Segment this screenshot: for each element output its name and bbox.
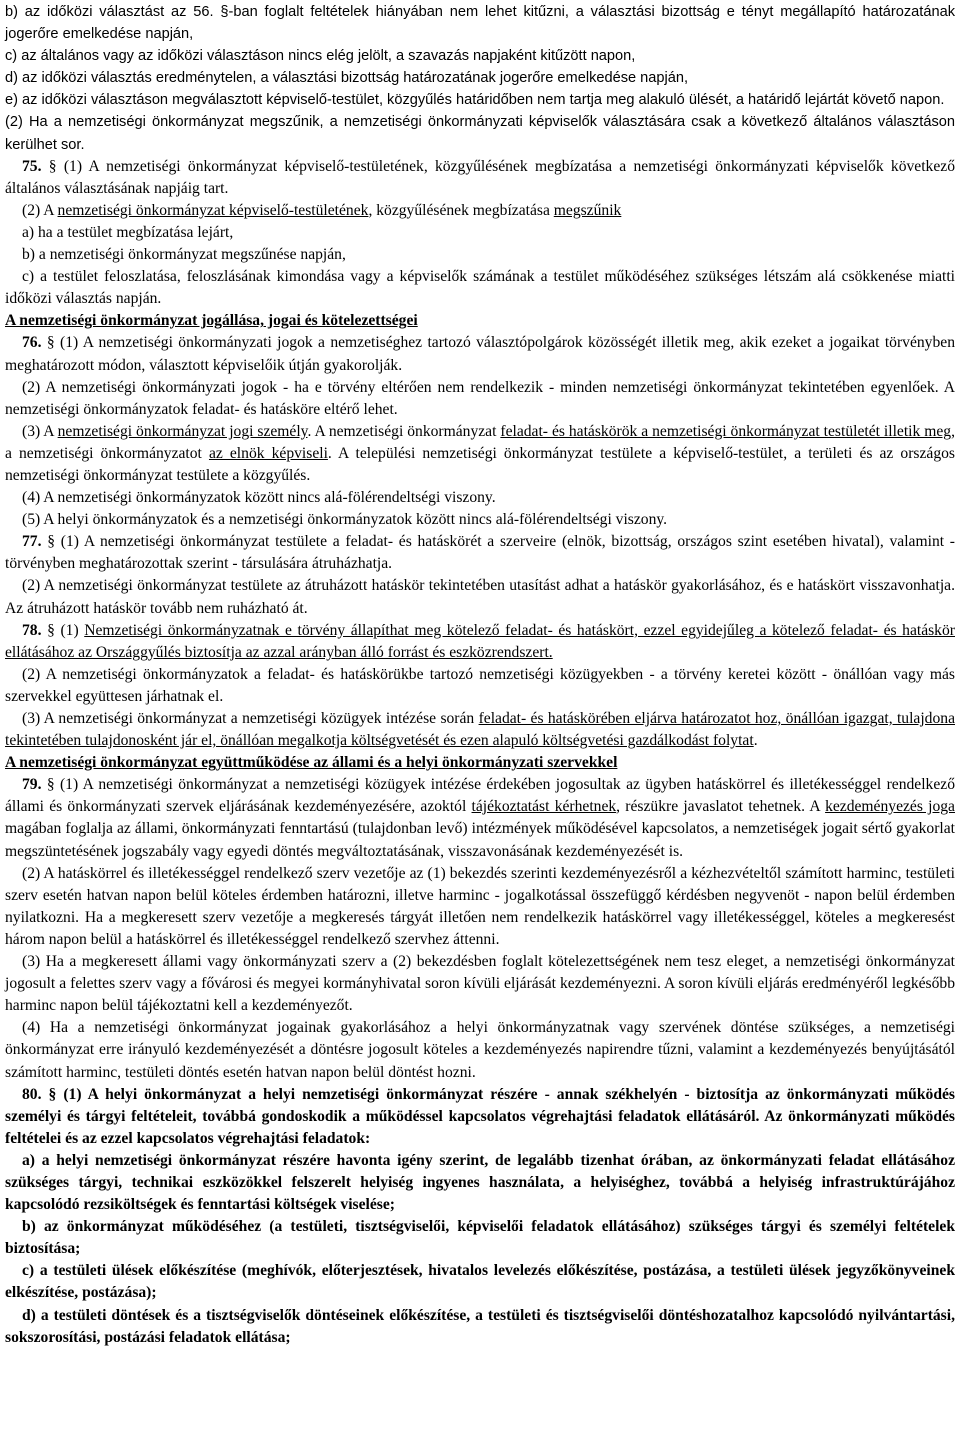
text-run: . A nemzetiségi önkormányzat [307, 422, 501, 440]
paragraph [5, 487, 955, 509]
text-run: b) az önkormányzat működéséhez (a testületi, tisztségviselői, képviselői feladatok ellátásához) szükséges tárgyi és személyi feltételek biztosítása; [5, 1218, 955, 1258]
text-run: (3) A nemzetiségi önkormányzat a nemzetiségi közügyek intézése során [22, 710, 479, 727]
paragraph [5, 1305, 955, 1349]
underlined-text: kezdeményezés joga [825, 798, 955, 816]
paragraph [5, 1084, 955, 1150]
list-item [5, 45, 955, 67]
list-item [5, 111, 955, 155]
paragraph [5, 1150, 955, 1216]
list-item-text: b) az időközi választást az 56. §-ban foglalt feltételek hiányában nem lehet kitűzni, a választási bizottság e tényt megállapító határozatának jogerőre emelkedése napján, [5, 4, 955, 43]
list-item-text: c) az általános vagy az időközi választáson nincs elég jelölt, a szavazás napjaként kitűzött napon, [5, 48, 636, 65]
text-run: § (1) A nemzetiségi önkormányzat a nemzetiségi közügyek intézése érdekében jogosultak az ügyben hatáskörrel és illetékességgel rendelkező állami és önkormányzati szervek eljárásának kezdeményezésére, azoktól [5, 776, 955, 816]
paragraph [5, 244, 955, 266]
text-run: (2) A nemzetiségi önkormányzat testülete az átruházott hatáskör tekintetében utasítást adhat a hatáskör gyakorlásához, és e hatáskört visszavonhatja. Az átruházott hatáskör tovább nem ruházható át. [5, 577, 955, 617]
underlined-text: nemzetiségi önkormányzat képviselő-testületének [57, 201, 369, 219]
underlined-text: az elnök képviseli [208, 444, 328, 462]
list-item-text: d) az időközi választás eredménytelen, a választási bizottság határozatának jogerőre emelkedése napján, [5, 70, 689, 87]
text-run: , a nemzetiségi önkormányzatot [5, 422, 955, 462]
underlined-text: feladat- és hatáskörök a nemzetiségi önkormányzat testületét illetik meg [500, 422, 952, 440]
text-run: (2) A hatáskörrel és illetékességgel rendelkező szerv vezetője az (1) bekezdés szerinti kezdeményezésről a kézhezvételtől számított harminc, testületi szerv esetén hatvan napon belül köteles érdemben határozni, illetve harminc - jogalkotással összefüggő kérdésben negyvenöt - napon belül érdemben nyilatkozni. Ha a megkeresett szerv vezetője a megkeresés tárgyát illetően nem rendelkezik hatáskörrel vagy illetékességgel, köteles a megkeresést három napon belül a hatáskörrel és illetékességgel rendelkező szervhez áttenni. [5, 864, 955, 948]
text-run: . A települési nemzetiségi önkormányzat testülete a képviselő-testület, a területi és az országos nemzetiségi önkormányzat testülete a közgyűlés. [5, 444, 955, 484]
text-run: b) a nemzetiségi önkormányzat megszűnése napján, [22, 246, 346, 264]
text-run: 80. § (1) A helyi önkormányzat a helyi nemzetiségi önkormányzat részére - annak székhelyén - biztosítja az önkormányzati működés személyi és tárgyi feltételeit, továbbá gondoskodik a működéssel kapcsolatos végrehajtási feladatok ellátásáról. Az önkormányzati működés feltételei és az ezzel kapcsolatos végrehajtási feladatok: [5, 1085, 955, 1147]
list-item [5, 1, 955, 45]
text-run: (4) Ha a nemzetiségi önkormányzat jogainak gyakorlásához a helyi önkormányzatnak vagy szervének döntése szükséges, a nemzetiségi önkormányzat erre irányuló kezdeményezését a döntésre jogosult köteles a kezdeményezés napirendre tűzni, valamint a kezdeményezés benyújtásától számított harminc, testületi döntés esetén hatvan napon belül döntést hozni. [5, 1019, 955, 1081]
list-item-text: e) az időközi választáson megválasztott képviselő-testület, közgyűlés határidőben nem tartja meg alakuló ülését, a határidő lejártát követő napon. [5, 92, 945, 109]
section-number: 76. [22, 334, 42, 352]
paragraph [5, 222, 955, 244]
underlined-text: Nemzetiségi önkormányzatnak e törvény állapíthat meg kötelező feladat- és hatáskört, ezzel egyidejűleg a kötelező feladat- és hatáskör ellátásához az Országgyűlés biztosítja az azzal arányban álló forrást és eszközrendszert. [5, 621, 955, 661]
text-run: a) a helyi nemzetiségi önkormányzat részére havonta igény szerint, de legalább tizenhat órában, az önkormányzati feladat ellátásához szükséges tárgyi, technikai eszközökkel felszerelt helyiség ingyenes használata, a helyiséghez, továbbá a helyiség infrastruktúrájához kapcsolódó rezsiköltségek és fenntartási költségek viselése; [5, 1151, 955, 1214]
paragraph [5, 620, 955, 664]
list-item [5, 89, 955, 111]
paragraph [5, 1017, 955, 1083]
paragraph [5, 266, 955, 310]
text-run: (2) A nemzetiségi önkormányzati jogok - ha e törvény eltérően nem rendelkezik - minden nemzetiségi önkormányzat tekintetében egyenlőek. A nemzetiségi önkormányzatok feladat- és hatásköre eltérő lehet. [5, 378, 955, 418]
text-run: (2) A nemzetiségi önkormányzatok a feladat- és hatáskörükbe tartozó nemzetiségi közügyekben - a törvény keretei között - önállóan vagy más szervekkel együttesen járhatnak el. [5, 665, 955, 705]
text-run: A nemzetiségi önkormányzat jogállása, jogai és kötelezettségei [5, 312, 418, 330]
paragraph [5, 531, 955, 575]
document-body [5, 156, 955, 1349]
paragraph [5, 200, 955, 222]
text-run: magában foglalja az állami, önkormányzati fenntartású (tulajdonban levő) intézmények működésével kapcsolatos, a nemzetiségek jogait sértő gyakorlat megszüntetésének jogszabály vagy egyedi döntés megváltoztatásának, visszavonásának kezdeményezését is. [5, 820, 955, 860]
section-number: 78. [22, 621, 42, 639]
paragraph [5, 156, 955, 200]
text-run: § (1) A nemzetiségi önkormányzat testülete a feladat- és hatáskörét a szerveire (elnök, bizottság, országos szint esetében hivatal), valamint - törvényben meghatározottak szerint - társulására átruházhatja. [5, 533, 955, 573]
underlined-text: feladat- és hatáskörében eljárva határozatot hoz, önállóan igazgat, tulajdona tekintetében tulajdonosként jár el, önállóan megalkotja költségvetését és ezen alapuló költségvetési gazdálkodást folytat [5, 710, 955, 750]
text-run: c) a testületi ülések előkészítése (meghívók, előterjesztések, hivatalos levelezés előkészítése, postázása, a testületi ülések jegyzőkönyveinek elkészítése, postázása); [5, 1262, 955, 1302]
underlined-text: nemzetiségi önkormányzat jogi személy [57, 422, 308, 440]
text-run: , részükre javaslatot tehetnek. A [616, 798, 826, 816]
paragraph [5, 509, 955, 531]
underlined-text: megszűnik [553, 201, 622, 219]
list-item [5, 67, 955, 89]
list-item-text: (2) Ha a nemzetiségi önkormányzat megszűnik, a nemzetiségi önkormányzati képviselők választására csak a következő általános választáson kerülhet sor. [5, 114, 955, 153]
text-run: A nemzetiségi önkormányzat együttműködése az állami és a helyi önkormányzati szervekkel [5, 754, 618, 772]
text-run: (5) A helyi önkormányzatok és a nemzetiségi önkormányzatok között nincs alá-fölérendeltségi viszony. [22, 511, 668, 529]
text-run: (2) A [22, 201, 58, 219]
text-run: , közgyűlésének megbízatása [368, 201, 554, 219]
text-run: c) a testület feloszlatása, feloszlásának kimondása vagy a képviselők számának a testület működéséhez szükséges létszám alá csökkenése miatti időközi választás napján. [5, 268, 955, 308]
text-run: § (1) [41, 621, 85, 639]
paragraph [5, 863, 955, 951]
paragraph [5, 421, 955, 487]
paragraph [5, 774, 955, 862]
underlined-text: tájékoztatást kérhetnek [471, 798, 617, 816]
text-run: (3) A [22, 422, 58, 440]
text-run: a) ha a testület megbízatása lejárt, [22, 223, 234, 241]
paragraph [5, 575, 955, 619]
paragraph [5, 708, 955, 752]
paragraph [5, 1216, 955, 1260]
section-number: 75. [22, 157, 42, 175]
text-run: d) a testületi döntések és a tisztségviselők döntéseinek előkészítése, a testületi és tisztségviselői döntéshozatalhoz kapcsolódó nyilvántartási, sokszorosítási, postázási feladatok ellátása; [5, 1306, 955, 1346]
text-run: § (1) A nemzetiségi önkormányzati jogok a nemzetiséghez tartozó választópolgárok közösségét illetik meg, akik ezeket a jogaikat törvényben meghatározott módon, választott képviselőik útján gyakorolják. [5, 334, 955, 374]
list-section-previous [5, 1, 955, 156]
section-heading [5, 752, 955, 774]
section-number: 79. [22, 776, 42, 794]
section-heading [5, 310, 955, 332]
paragraph [5, 377, 955, 421]
section-number: 77. [22, 533, 42, 551]
paragraph [5, 664, 955, 708]
paragraph [5, 951, 955, 1017]
text-run: (3) Ha a megkeresett állami vagy önkormányzati szerv a (2) bekezdésben foglalt kötelezettségének nem tesz eleget, a nemzetiségi önkormányzat jogosult a felettes szerv vagy a fővárosi és megyei kormányhivatal soron kívüli eljárását kezdeményezni. A soron kívüli eljárás eredményéről legkésőbb harminc napon belül tájékoztatni kell a kezdeményezőt. [5, 953, 955, 1015]
text-run: § (1) A nemzetiségi önkormányzat képviselő-testületének, közgyűlésének megbízatása a nemzetiségi önkormányzati képviselők következő általános választásának napjáig tart. [5, 157, 955, 197]
paragraph [5, 1260, 955, 1304]
text-run: (4) A nemzetiségi önkormányzatok között nincs alá-fölérendeltségi viszony. [22, 489, 496, 507]
paragraph [5, 332, 955, 376]
text-run: . [753, 732, 758, 750]
